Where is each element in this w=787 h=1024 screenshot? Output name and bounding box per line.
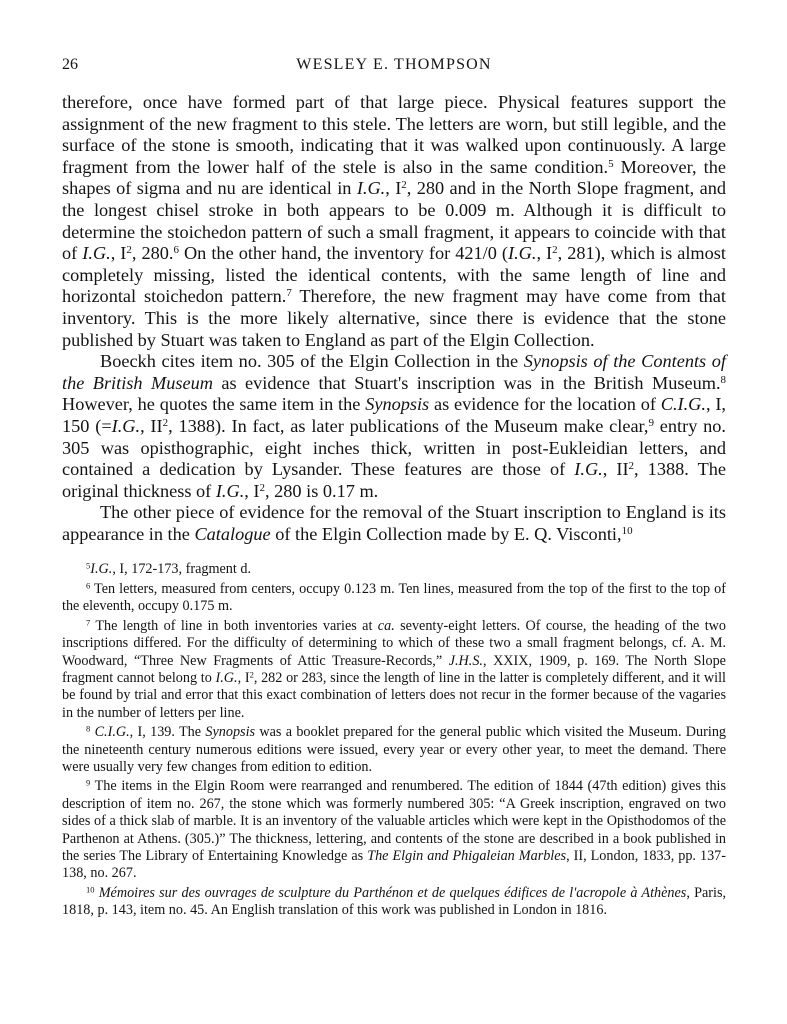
footnote-ref-10[interactable]: 10 bbox=[621, 524, 633, 537]
footnote-6: $^6$ Ten letters, measured from centers, occupy 0.123 m. Ten lines, measured from the top of the first to the top of the eleventh, occupy 0.175 m. bbox=[62, 580, 726, 615]
footnotes bbox=[62, 561, 726, 919]
page-number: 26 bbox=[62, 56, 78, 73]
footnote-7: $^7$ The length of line in both inventories varies at ca. seventy-eight letters. Of course, the heading of the two inscriptions differed. For the difficulty of determining to which of these two a small fragment belongs, cf. A. M. Woodward, “Three New Fragments of Attic Treasure-Records,” J.H.S., XXIX, 1909, p. 169. The North Slope fragment cannot belong to I.G., $I^2$, 282 or 283, since the length of line in the latter is completely different, and it will be found by trial and error that this exact combination of letters does not recur in the former because of the vagaries in the number of letters per line. bbox=[62, 617, 726, 721]
footnote-ref-9[interactable]: 9 bbox=[648, 416, 654, 429]
main-text bbox=[62, 92, 726, 545]
page-header bbox=[62, 52, 726, 82]
footnote-9: $^9$ The items in the Elgin Room were rearranged and renumbered. The edition of 1844 (47th edition) gives this description of item no. 267, the stone which was formerly numbered 305: “A Greek inscription, engraved on two sides of a thick slab of marble. It is an inventory of the valuable articles which were kept in the Opisthodomos of the Parthenon at Athens. (305.)” The thickness, lettering, and contents of the stone are described in a book published in the series The Library of Entertaining Knowledge as The Elgin and Phigaleian Marbles, II, London, 1833, pp. 137-138, no. 267. bbox=[62, 777, 726, 882]
footnote-10: $^{10}$ Mémoires sur des ouvrages de sculpture du Parthénon et de quelques édifices de l'acropole à Athènes, Paris, 1818, p. 143, item no. 45. An English translation of this work was published in London in 1816. bbox=[62, 884, 727, 919]
paragraph-3: The other piece of evidence for the removal of the Stuart inscription to England is its appearance in the Catalogue of the Elgin Collection made by E. Q. Visconti,$^{10}$ bbox=[62, 502, 726, 544]
footnote-8: $^8$ C.I.G., I, 139. The Synopsis was a booklet prepared for the general public which visited the Museum. During the nineteenth century numerous editions were issued, every year or every other year, to meet the demand. There were usually very few changes from edition to edition. bbox=[62, 723, 727, 775]
running-title: WESLEY E. THOMPSON bbox=[296, 56, 492, 73]
footnote-ref-7[interactable]: 7 bbox=[286, 287, 292, 300]
footnote-ref-8[interactable]: 8 bbox=[720, 373, 726, 386]
footnote-ref-5[interactable]: 5 bbox=[608, 157, 614, 170]
paragraph-2: Boeckh cites item no. 305 of the Elgin Collection in the Synopsis of the Contents of the British Museum as evidence that Stuart's inscription was in the British Museum.$^8$ However, he quotes the same item in the Synopsis as evidence for the location of C.I.G., I, 150 (=I.G., $II^2$, 1388). In fact, as later publications of the Museum make clear,$^9$ entry no. 305 was opisthographic, eight inches thick, written in post-Eukleidian letters, and contained a dedication by Lysander. These features are those of I.G., $II^2$, 1388. The original thickness of I.G., $I^2$, 280 is 0.17 m. bbox=[62, 351, 727, 501]
footnote-ref-6[interactable]: 6 bbox=[173, 244, 179, 257]
page bbox=[62, 52, 726, 922]
footnote-5: $^5$I.G., I, 172-173, fragment d. bbox=[86, 560, 252, 578]
paragraph-1: therefore, once have formed part of that large piece. Physical features support the assignment of the new fragment to this stele. The letters are worn, but still legible, and the surface of the stone is smooth, indicating that it was walked upon continuously. A large fragment from the lower half of the stele is also in the same condition.$^5$ Moreover, the shapes of sigma and nu are identical in I.G., $I^2$, 280 and in the North Slope fragment, and the longest chisel stroke in both appears to be 0.009 m. Although it is difficult to determine the stoichedon pattern of such a small fragment, it appears to coincide with that of I.G., $I^2$, 280.$^6$ On the other hand, the inventory for 421/0 (I.G., $I^2$, 281), which is almost completely missing, listed the identical contents, with the same length of line and horizontal stoichedon pattern.$^7$ Therefore, the new fragment may have come from that inventory. This is the more likely alternative, since there is evidence that the stone published by Stuart was taken to England as part of the Elgin Collection. bbox=[62, 92, 726, 350]
